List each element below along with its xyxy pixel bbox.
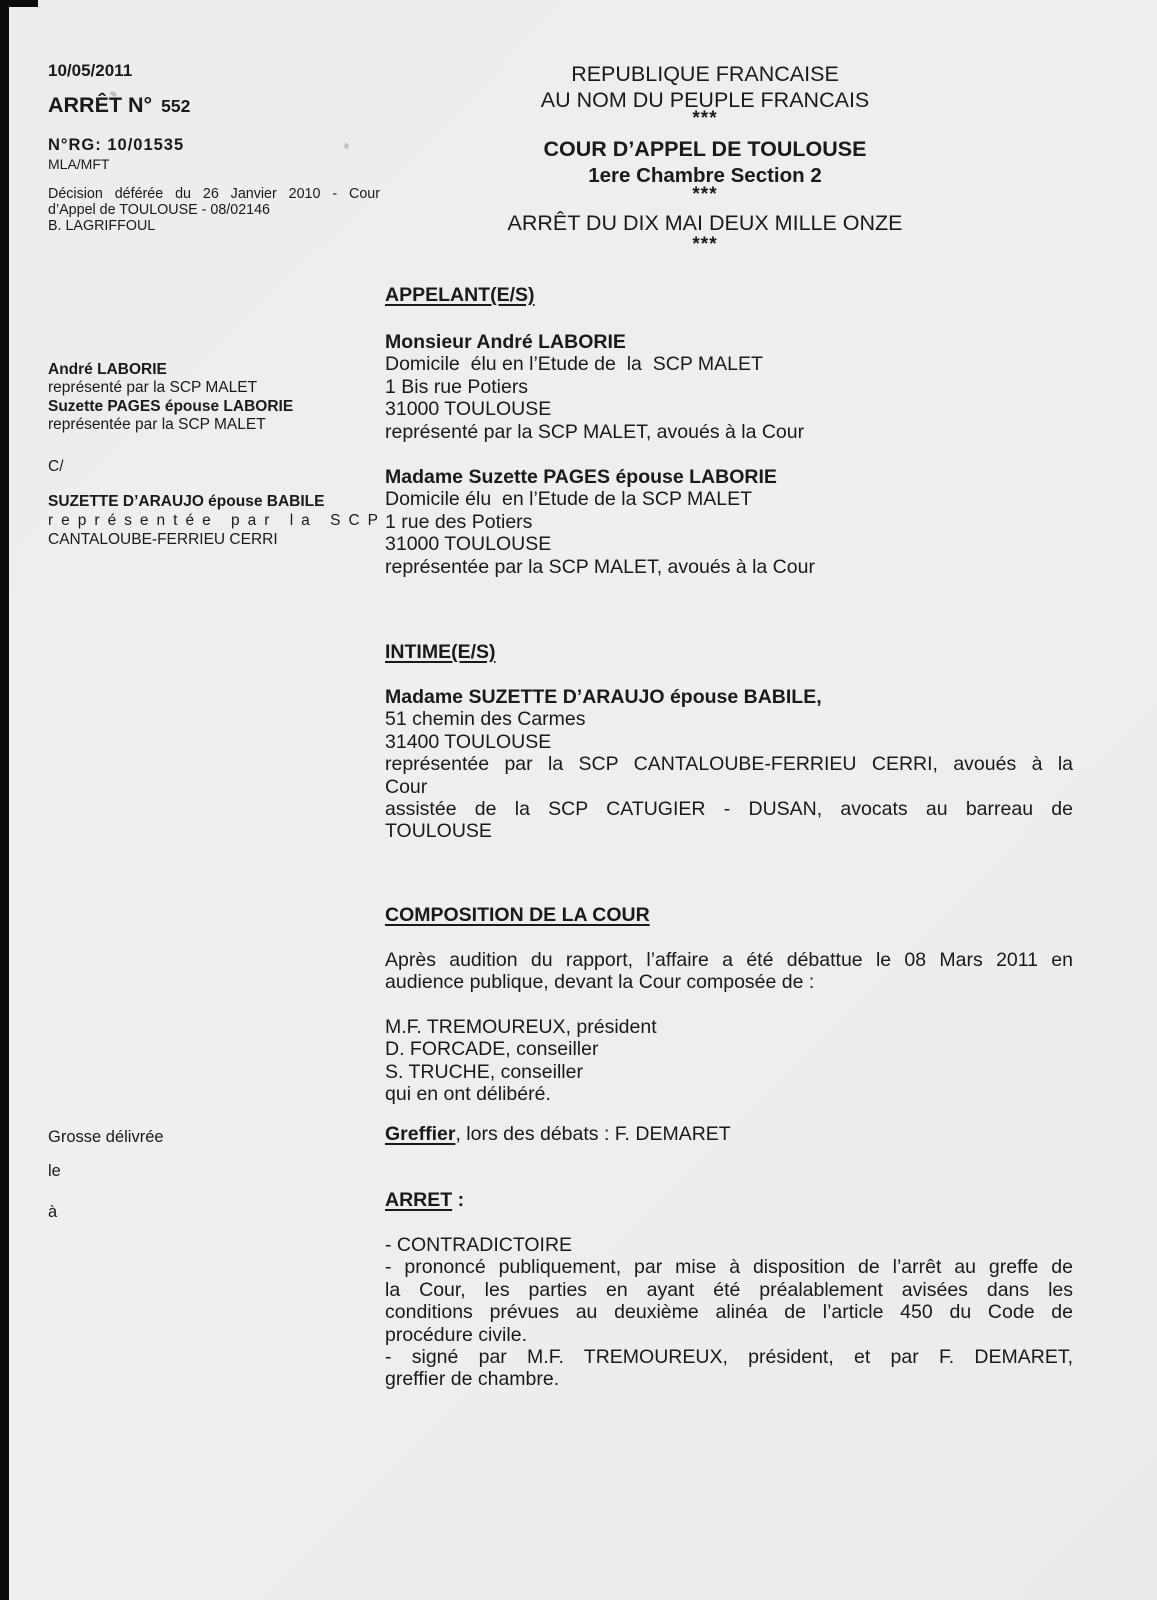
appellant1-domicile: Domicile élu en l’Etude de la SCP MALET <box>385 353 763 376</box>
republic-title: REPUBLIQUE FRANCAISE <box>571 62 839 86</box>
arret-signature-line: greffier de chambre. <box>385 1368 560 1391</box>
judge-president: M.F. TREMOUREUX, président <box>385 1016 657 1038</box>
stars-separator: *** <box>692 108 718 129</box>
judge-counsellor: D. FORCADE, conseiller <box>385 1038 599 1061</box>
versus-mark: C/ <box>48 458 64 475</box>
scan-corner-artifact <box>0 0 38 7</box>
arret-heading <box>385 1189 464 1211</box>
arret-pronounce-line: - prononcé publiquement, par mise à disposition de l’arrêt au greffe de <box>385 1256 1073 1279</box>
arret-number-line <box>48 93 190 118</box>
arret-pronounce-line: procédure civile. <box>385 1323 527 1346</box>
appellant1-name: Monsieur André LABORIE <box>385 331 626 353</box>
composition-paragraph-line: Après audition du rapport, l’affaire a été débattue le 08 Mars 2011 en <box>385 949 1073 971</box>
respondent-heading <box>385 641 496 663</box>
clerk-initials: MLA/MFT <box>48 156 110 172</box>
composition-heading <box>385 904 650 926</box>
margin-party-name: André LABORIE <box>48 361 167 378</box>
composition-heading-text: COMPOSITION DE LA COUR <box>385 904 650 926</box>
margin-party-rep: représentée par la SCP MALET <box>48 416 266 434</box>
chamber-title: 1ere Chambre Section 2 <box>588 164 822 187</box>
appellant1-block <box>385 331 1073 443</box>
respondent-representation: représentée par la SCP CANTALOUBE-FERRIEU CERRI, avoués à la <box>385 753 1073 776</box>
grosse-delivree-label: Grosse délivrée <box>48 1128 164 1146</box>
respondent-representation: Cour <box>385 775 428 798</box>
arret-signature-line: - signé par M.F. TREMOUREUX, président, et par F. DEMARET, <box>385 1346 1073 1369</box>
appellant2-domicile: Domicile élu en l’Etude de la SCP MALET <box>385 488 753 511</box>
stars-separator: *** <box>692 234 718 255</box>
appellant2-street: 1 rue des Potiers <box>385 510 533 533</box>
first-judge-name: B. LAGRIFFOUL <box>48 217 156 234</box>
grosse-le-label: le <box>48 1162 61 1180</box>
appellant1-city: 31000 TOULOUSE <box>385 398 552 421</box>
arret-number-value: 552 <box>161 96 191 116</box>
arret-body <box>385 1234 1073 1391</box>
arret-pronounce-line: la Cour, les parties en ayant été préalablement avisées dans les <box>385 1278 1073 1301</box>
respondent-assistance: assistée de la SCP CATUGIER - DUSAN, avocats au barreau de <box>385 798 1073 821</box>
arret-heading-text: ARRET <box>385 1189 453 1211</box>
in-name-of-title: AU NOM DU PEUPLE FRANCAIS <box>540 88 870 112</box>
composition-paragraph-line: audience publique, devant la Cour composée de : <box>385 971 815 994</box>
grosse-a-label: à <box>48 1203 58 1221</box>
margin-opponent-block <box>48 492 388 549</box>
decision-referred-line: d’Appel de TOULOUSE - 08/02146 <box>48 201 271 218</box>
appellant1-representation: représenté par la SCP MALET, avoués à la Cour <box>385 420 805 443</box>
deliberation-note: qui en ont délibéré. <box>385 1083 551 1106</box>
arret-pronounce-line: conditions prévues au deuxième alinéa de l’article 450 du Code de <box>385 1301 1073 1324</box>
appellant1-street: 1 Bis rue Potiers <box>385 375 529 398</box>
margin-opponent-rep: CANTALOUBE-FERRIEU CERRI <box>48 531 278 548</box>
respondent-name: Madame SUZETTE D’ARAUJO épouse BABILE, <box>385 686 822 708</box>
scan-speck <box>344 143 349 149</box>
respondent-assistance: TOULOUSE <box>385 820 492 843</box>
appellant2-name: Madame Suzette PAGES épouse LABORIE <box>385 466 777 488</box>
greffier-name: , lors des débats : F. DEMARET <box>455 1123 731 1145</box>
scan-edge-artifact <box>0 0 9 1600</box>
respondent-city: 31400 TOULOUSE <box>385 730 552 753</box>
margin-parties-block <box>48 361 386 435</box>
stars-separator: *** <box>692 184 718 205</box>
respondent-block <box>385 686 1073 843</box>
arret-number-label: ARRÊT N° <box>48 93 153 117</box>
margin-party-name: Suzette PAGES épouse LABORIE <box>48 397 294 415</box>
arret-contradictoire: - CONTRADICTOIRE <box>385 1234 573 1256</box>
respondent-street: 51 chemin des Carmes <box>385 708 586 731</box>
greffier-line <box>385 1123 1073 1145</box>
respondent-heading-text: INTIME(E/S) <box>385 641 496 663</box>
margin-party-rep: représenté par la SCP MALET <box>48 379 258 397</box>
court-title: COUR D’APPEL DE TOULOUSE <box>543 137 867 161</box>
margin-opponent-name: SUZETTE D’ARAUJO épouse BABILE <box>48 493 325 510</box>
decision-referred-block <box>48 187 380 235</box>
decision-date: 10/05/2011 <box>48 61 133 80</box>
appellant2-block <box>385 466 1073 578</box>
margin-opponent-rep: représentée par la SCP <box>48 512 386 529</box>
judge-counsellor: S. TRUCHE, conseiller <box>385 1060 583 1083</box>
greffier-label: Greffier <box>385 1123 456 1145</box>
appellants-heading <box>385 284 535 306</box>
appellant2-representation: représentée par la SCP MALET, avoués à la Cour <box>385 555 815 578</box>
arret-heading-colon: : <box>452 1189 465 1211</box>
decision-referred-line: Décision déférée du 26 Janvier 2010 - Cour <box>48 186 380 202</box>
judges-list <box>385 1016 1073 1106</box>
rg-number: N°RG: 10/01535 <box>48 136 185 154</box>
composition-paragraph <box>385 949 1073 994</box>
appellant2-city: 31000 TOULOUSE <box>385 533 552 556</box>
appellants-heading-text: APPELANT(E/S) <box>385 284 535 306</box>
decision-title: ARRÊT DU DIX MAI DEUX MILLE ONZE <box>507 211 903 235</box>
